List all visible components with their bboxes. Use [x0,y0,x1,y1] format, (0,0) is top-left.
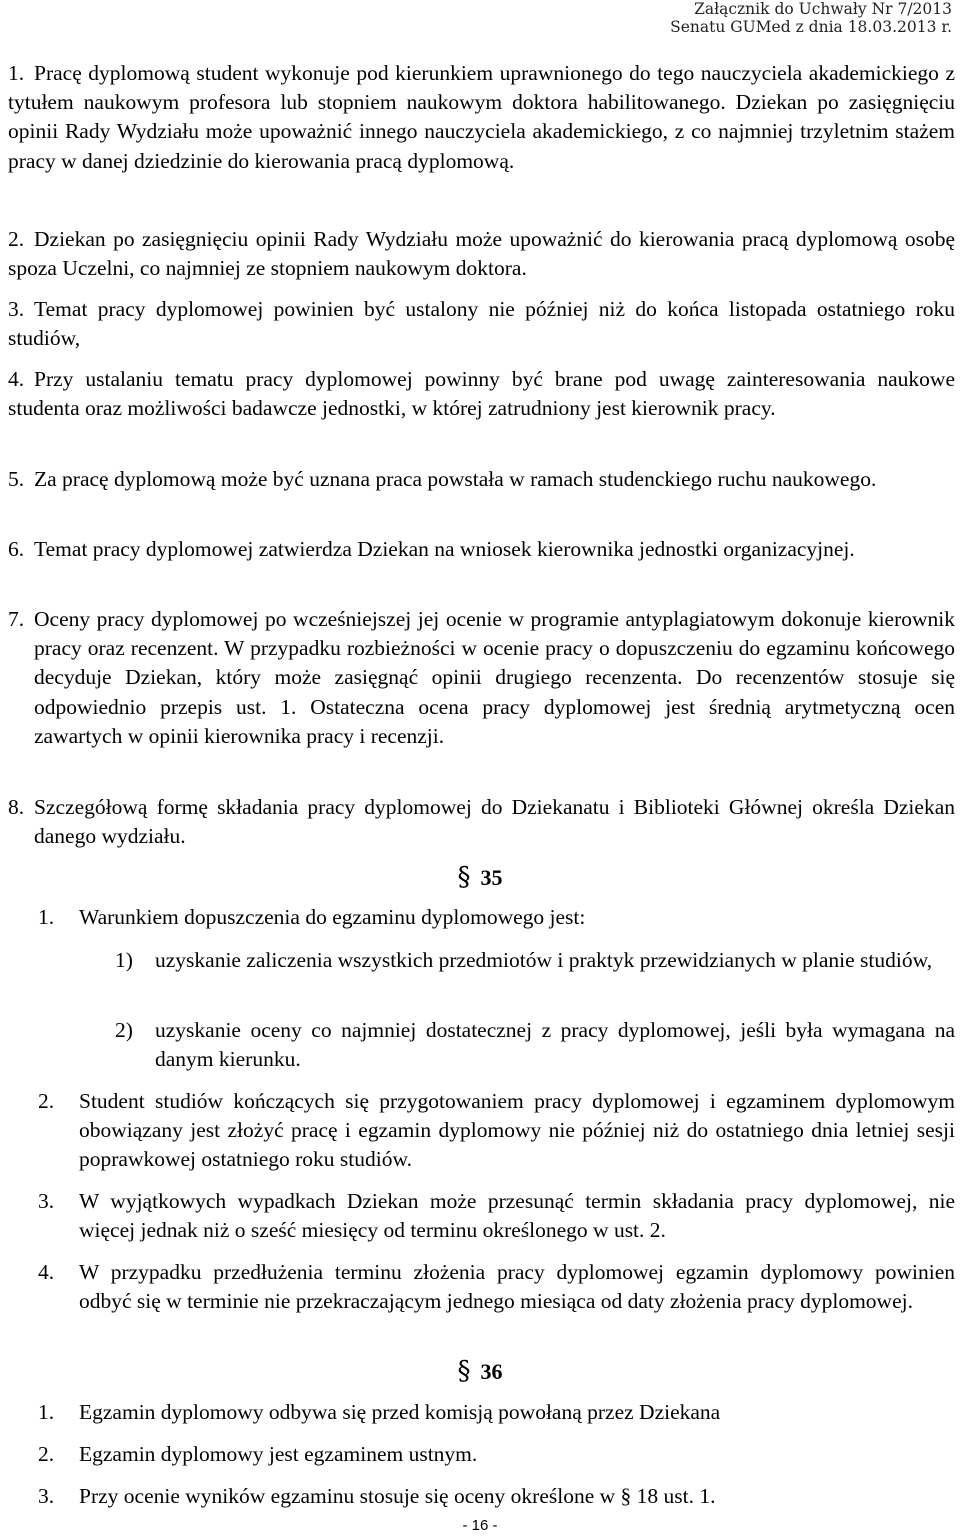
item-text: W przypadku przedłużenia terminu złożenia pracy dyplomowej egzamin dyplomowy powinien odbyć się w terminie nie przekraczającym jednego miesiąca od daty złożenia pracy dyplomowej. [79,1260,955,1314]
item-text: Student studiów kończących się przygotowaniem pracy dyplomowej i egzaminem dyplomowym obowiązany jest złożyć pracę i egzamin dyplomowy nie później niż do ostatniego dnia letniej sesji poprawkowej ostatniego roku studiów. [79,1089,955,1172]
section-35-item-4 [38,1258,955,1316]
section-heading-35 [0,862,960,893]
paragraph-text: Przy ustalaniu tematu pracy dyplomowej powinny być brane pod uwagę zainteresowania naukowe studenta oraz możliwości badawcze jednostki, w której zatrudniony jest kierownik pracy. [8,367,955,421]
item-number: 3. [38,1484,55,1508]
paragraph-number: 4. [8,367,25,391]
page-number: - 16 - [462,1517,498,1534]
item-number: 3. [38,1189,55,1213]
header-senate-line: Senatu GUMed z dnia 18.03.2013 r. [670,18,952,36]
document-header [552,0,952,36]
item-text: Przy ocenie wyników egzaminu stosuje się oceny określone w § 18 ust. 1. [79,1484,716,1508]
paragraph-text: Szczegółową formę składania pracy dyplomowej do Dziekanatu i Biblioteki Głównej określa Dziekan danego wydziału. [34,795,955,849]
paragraph-text: Temat pracy dyplomowej powinien być ustalony nie później niż do końca listopada ostatniego roku studiów, [8,297,955,351]
section-36-item-3 [38,1482,955,1511]
section-35-subitem-1 [115,946,955,975]
section-35-subitem-2 [115,1016,955,1074]
section-number: 35 [480,865,503,890]
item-number: 1. [38,905,55,929]
paragraph-text: Oceny pracy dyplomowej po wcześniejszej jej ocenie w programie antyplagiatowym dokonuje kierownik pracy oraz recenzent. W przypadku rozbieżności w ocenie pracy o dopuszczeniu do egzaminu końcowego decyduje Dziekan, który może zasięgnąć opinii drugiego recenzenta. Do recenzentów stosuje się odpowiednio przepis ust. 1. Ostateczna ocena pracy dyplomowej jest średnią arytmetyczną ocen zawartych w opinii kierownika pracy i recenzji. [34,607,955,748]
paragraph-text: Za pracę dyplomową może być uznana praca powstała w ramach studenckiego ruchu naukowego. [34,467,877,491]
section-number: 36 [480,1359,503,1384]
item-number: 2. [38,1089,55,1113]
paragraph-number: 3. [8,297,25,321]
item-text: Egzamin dyplomowy jest egzaminem ustnym. [79,1442,478,1466]
paragraph-4 [8,365,955,423]
section-sign: § [457,862,471,892]
paragraph-2 [8,225,955,283]
paragraph-text: Pracę dyplomową student wykonuje pod kierunkiem uprawnionego do tego nauczyciela akademickiego z tytułem naukowym profesora lub stopniem naukowym doktora habilitowanego. Dziekan po zasięgnięciu opinii Rady Wydziału może upoważnić innego nauczyciela akademickiego, z co najmniej trzyletnim stażem pracy w danej dziedzinie do kierowania pracą dyplomową. [8,61,955,173]
item-number: 2. [38,1442,55,1466]
section-35-item-3 [38,1187,955,1245]
section-sign: § [457,1356,471,1386]
paragraph-5 [8,465,955,494]
item-number: 4. [38,1260,55,1284]
subitem-text: uzyskanie zaliczenia wszystkich przedmiotów i praktyk przewidzianych w planie studiów, [155,948,933,972]
item-text: Egzamin dyplomowy odbywa się przed komisją powołaną przez Dziekana [79,1400,721,1424]
paragraph-number: 5. [8,467,25,491]
subitem-text: uzyskanie oceny co najmniej dostatecznej z pracy dyplomowej, jeśli była wymagana na danym kierunku. [155,1018,955,1072]
item-number: 1. [38,1400,55,1424]
paragraph-7 [8,605,955,751]
subitem-number: 1) [115,948,133,972]
paragraph-6 [8,535,955,564]
section-36-item-1 [38,1398,955,1427]
paragraph-number: 7. [8,607,25,631]
section-35-item-2 [38,1087,955,1175]
section-heading-36 [0,1356,960,1387]
paragraph-number: 2. [8,227,25,251]
subitem-number: 2) [115,1018,133,1042]
paragraph-number: 6. [8,537,25,561]
paragraph-number: 8. [8,795,25,819]
paragraph-8 [8,793,955,851]
item-text: W wyjątkowych wypadkach Dziekan może przesunąć termin składania pracy dyplomowej, nie więcej jednak niż o sześć miesięcy od terminu określonego w ust. 2. [79,1189,955,1243]
section-36-item-2 [38,1440,955,1469]
paragraph-1 [8,59,955,176]
paragraph-number: 1. [8,61,25,85]
item-text: Warunkiem dopuszczenia do egzaminu dyplomowego jest: [79,905,586,929]
paragraph-text: Dziekan po zasięgnięciu opinii Rady Wydziału może upoważnić do kierowania pracą dyplomową osobę spoza Uczelni, co najmniej ze stopniem naukowym doktora. [8,227,955,281]
paragraph-text: Temat pracy dyplomowej zatwierdza Dziekan na wniosek kierownika jednostki organizacyjnej. [34,537,855,561]
paragraph-3 [8,295,955,353]
header-attachment-line: Załącznik do Uchwały Nr 7/2013 [694,0,952,18]
section-35-item-1 [38,903,955,932]
